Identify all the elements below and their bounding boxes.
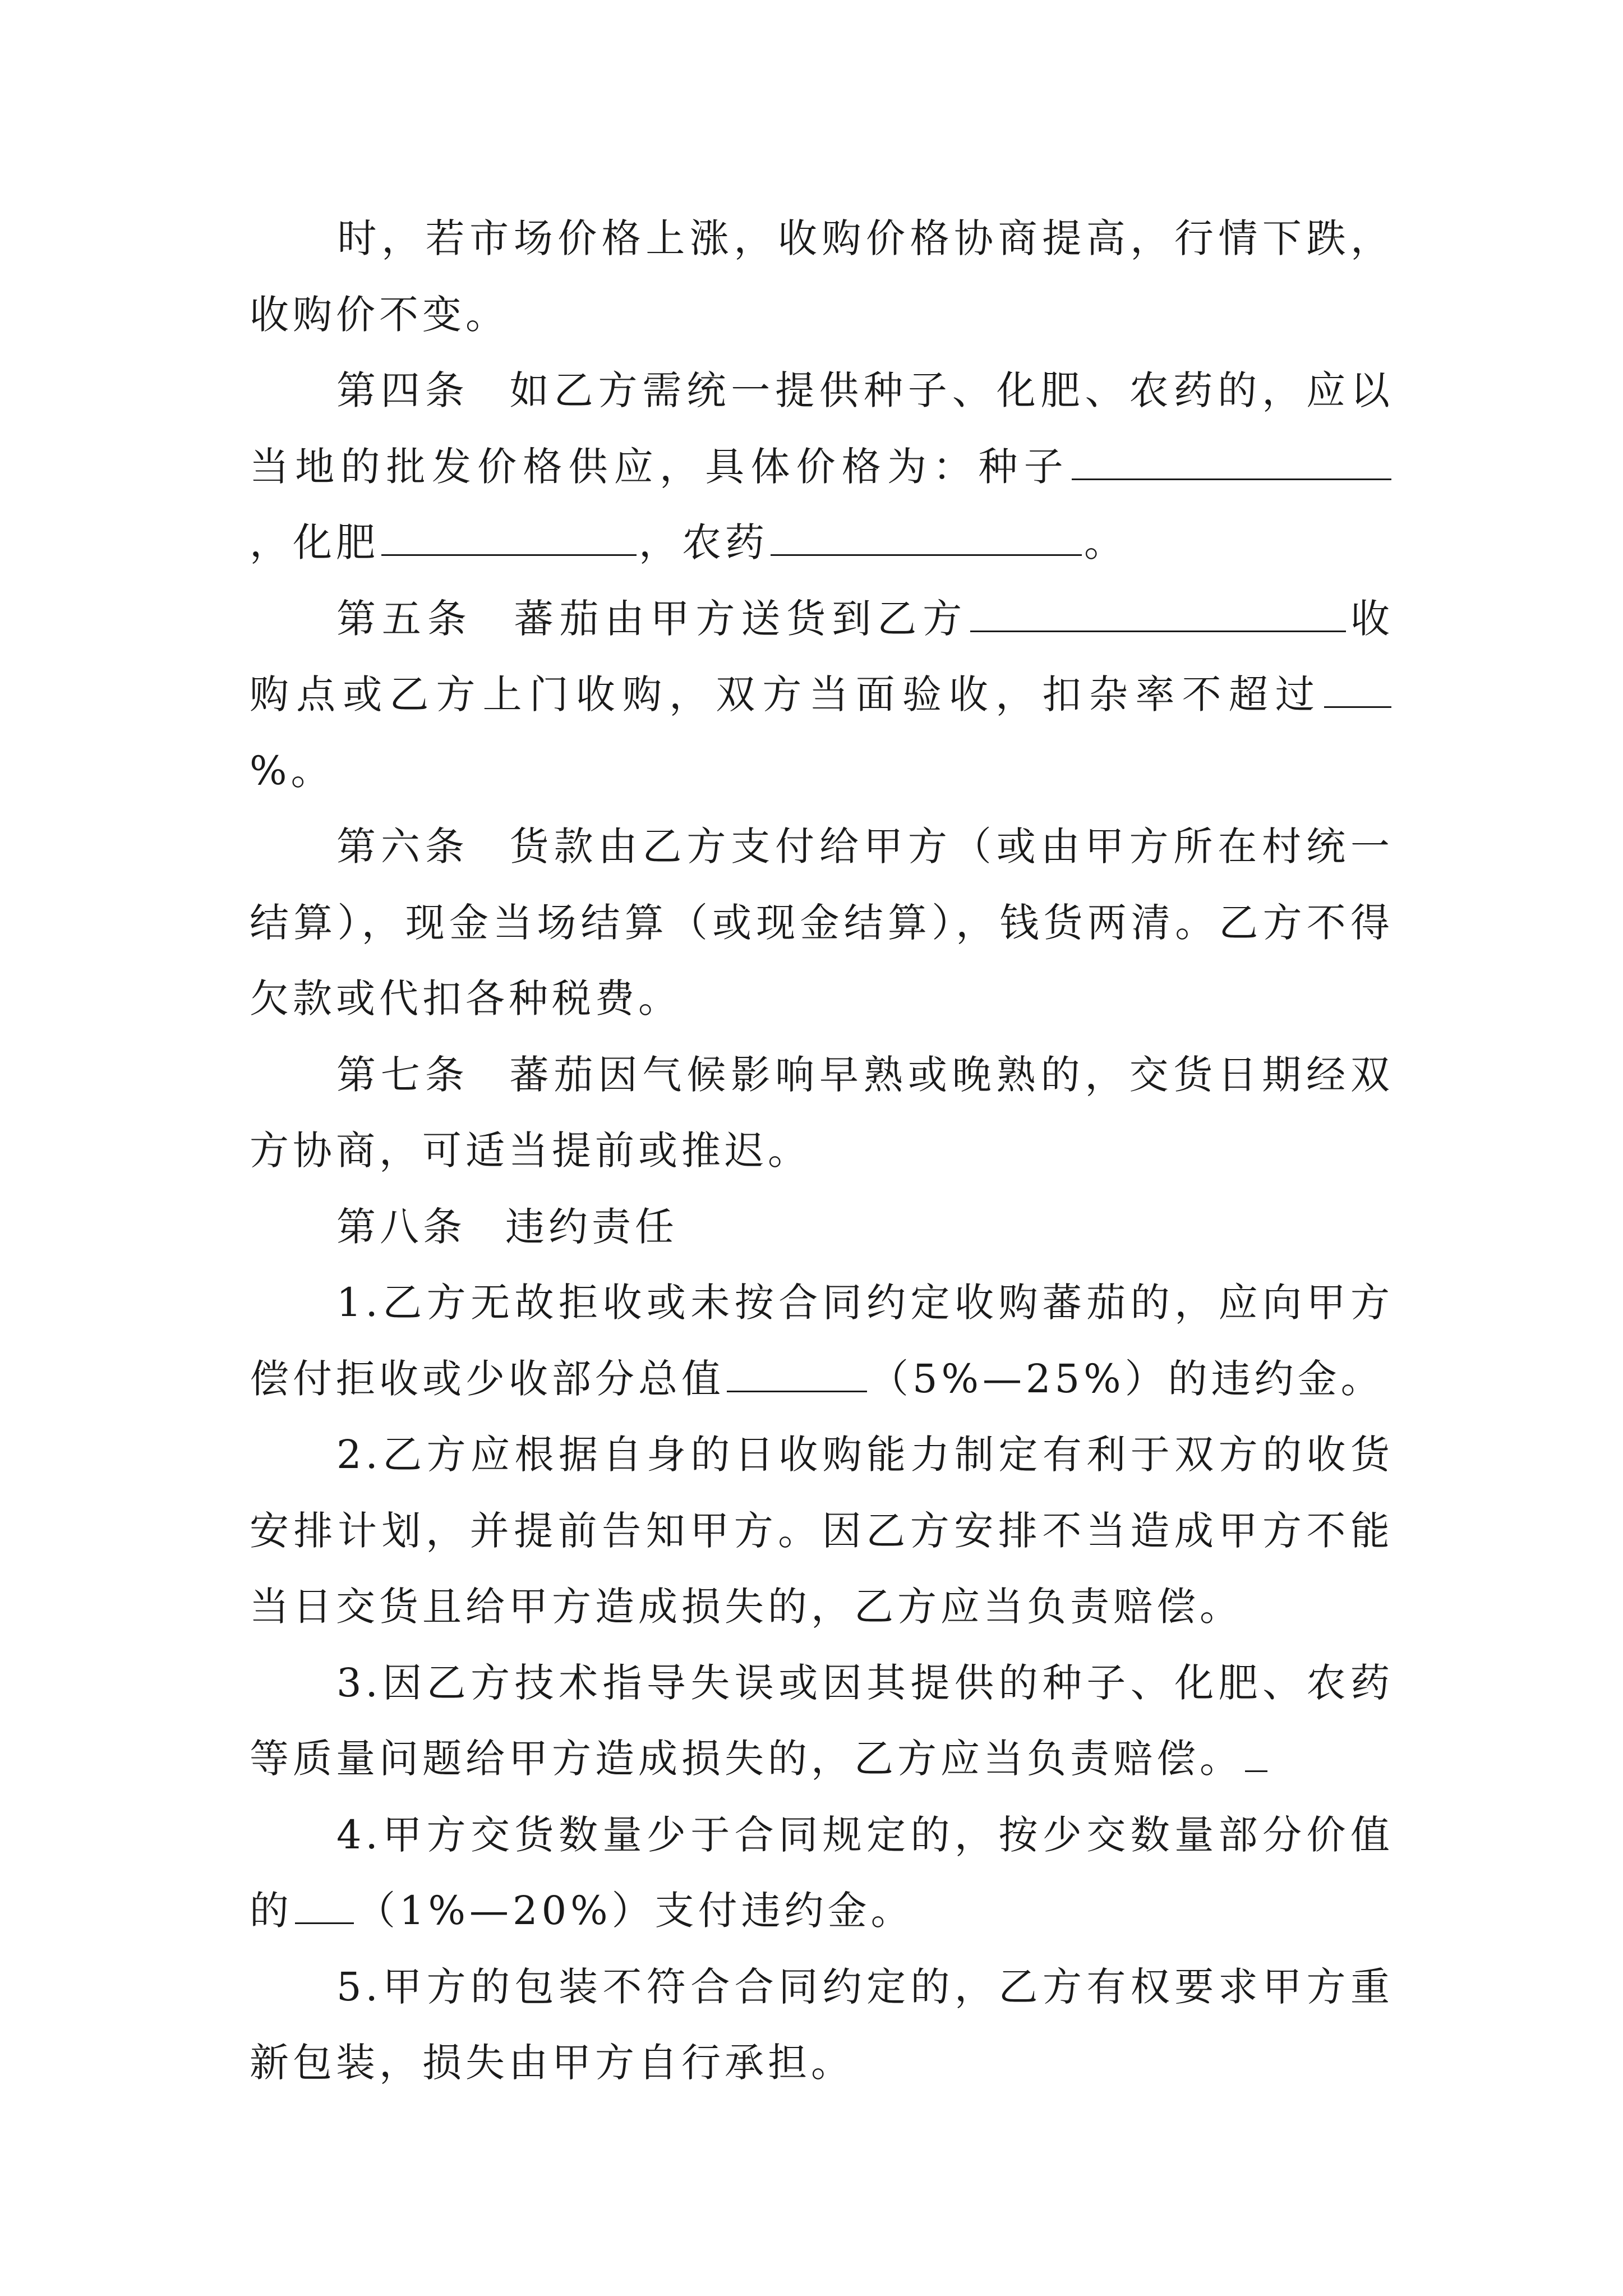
liability-item-3: 3.因乙方技术指导失误或因其提供的种子、化肥、农药等质量问题给甲方造成损失的，乙方应当负责赔偿。 [250, 1659, 1394, 1782]
contract-body [250, 201, 1394, 2101]
trailing-blank [1245, 1736, 1267, 1772]
article-4-heading: 第四条 [336, 367, 469, 413]
article-6-heading: 第六条 [336, 823, 469, 869]
article-8-heading: 第八条 [336, 1203, 466, 1250]
article-4: 第四条 如乙方需统一提供种子、化肥、农药的，应以当地的批发价格供应，具体价格为：种子，化肥 ，农药 。 [250, 367, 1394, 565]
liability-item-5: 5.甲方的包装不符合合同约定的，乙方有权要求甲方重新包装，损失由甲方自行承担。 [250, 1963, 1394, 2086]
liability-item-1: 1.乙方无故拒收或未按合同约定收购蕃茄的，应向甲方偿付拒收或少收部分总值 （5%—25%）的违约金。 [250, 1280, 1394, 1402]
paragraph-price-clause-continued: 时，若市场价格上涨，收购价格协商提高，行情下跌，收购价不变。 [250, 215, 1394, 338]
liability-item-2: 2.乙方应根据自身的日收购能力制定有利于双方的收货安排计划，并提前告知甲方。因乙方安排不当造成甲方不能当日交货且给甲方造成损失的，乙方应当负责赔偿。 [250, 1432, 1394, 1630]
article-7: 第七条 蕃茄因气候影响早熟或晚熟的，交货日期经双方协商，可适当提前或推迟。 [250, 1051, 1394, 1174]
fertilizer-price-blank[interactable] [381, 519, 637, 556]
penalty-rate-blank-1[interactable] [727, 1356, 867, 1392]
impurity-rate-blank[interactable] [1324, 671, 1391, 708]
article-5: 第五条 蕃茄由甲方送货到乙方 收购点或乙方上门收购，双方当面验收，扣杂率不超过%。 [250, 595, 1394, 794]
seed-price-blank[interactable] [1072, 444, 1391, 480]
article-7-heading: 第七条 [336, 1051, 469, 1098]
pesticide-price-blank[interactable] [771, 519, 1082, 556]
article-6: 第六条 货款由乙方支付给甲方（或由甲方所在村统一结算），现金当场结算（或现金结算），钱货两清。乙方不得欠款或代扣各种税费。 [250, 823, 1394, 1022]
liability-item-4: 4.甲方交货数量少于合同规定的，按少交数量部分价值的 （1%—20%）支付违约金。 [250, 1811, 1394, 1934]
article-5-heading: 第五条 [336, 595, 473, 642]
article-8: 第八条 违约责任 [336, 1203, 678, 1250]
penalty-rate-blank-2[interactable] [295, 1888, 354, 1924]
collection-point-blank[interactable] [970, 596, 1346, 632]
